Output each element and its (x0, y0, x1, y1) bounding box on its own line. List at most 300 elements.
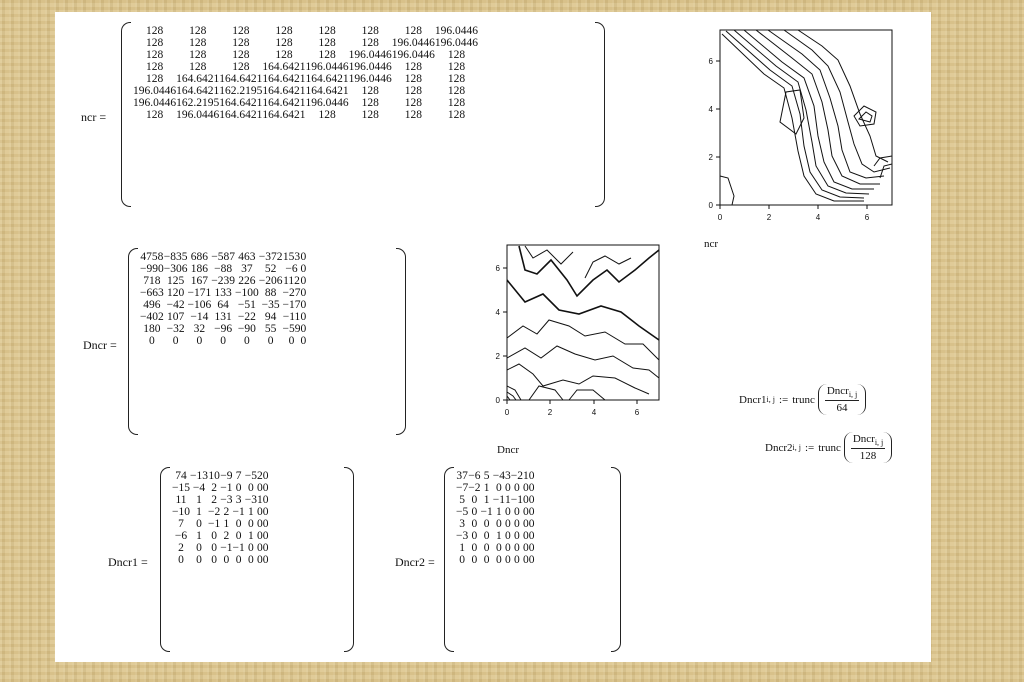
matrix-row (456, 542, 535, 554)
matrix-row (140, 263, 306, 275)
matrix-cell: 32 (193, 323, 206, 335)
matrix-cell: 686 (190, 251, 208, 263)
matrix-cell: −3 (220, 494, 233, 506)
matrix-cell: −27 (282, 287, 301, 299)
matrix-cell: 128 (318, 25, 336, 37)
matrix-cell: −1 (480, 506, 493, 518)
matrix-row (456, 506, 535, 518)
matrix-cell: −59 (282, 323, 301, 335)
matrix-cell: 128 (232, 61, 250, 73)
matrix-cell: 120 (167, 287, 185, 299)
matrix-cell: −106 (187, 299, 212, 311)
matrix-cell: 180 (143, 323, 161, 335)
matrix-row (172, 530, 269, 542)
matrix-cell: 0 (471, 542, 478, 554)
matrix-cell: −4 (192, 482, 206, 494)
y-tick-label: 4 (708, 105, 713, 114)
matrix-cell: 128 (275, 49, 293, 61)
matrix-cell: 0 (483, 530, 490, 542)
matrix-cell: 1 (257, 494, 263, 506)
matrix-cell: 0 (514, 542, 520, 554)
y-tick-label: 4 (495, 308, 500, 317)
matrix-cell: 0 (257, 542, 263, 554)
matrix-cell: 167 (190, 275, 208, 287)
matrix-cell: 128 (447, 73, 466, 85)
matrix-cell: −1 (208, 518, 221, 530)
matrix-cell: −5 (244, 470, 257, 482)
formula-denominator: 64 (836, 402, 848, 415)
matrix-cell: 196.0446 (133, 85, 177, 97)
matrix-cell: 164.6421 (219, 97, 263, 109)
matrix-cell: 0 (223, 554, 230, 566)
left-bracket (160, 467, 170, 652)
matrix-cell: 7 (235, 470, 242, 482)
formula-parens (844, 432, 892, 463)
matrix-row (456, 494, 535, 506)
matrix-row (140, 299, 306, 311)
matrix-row (140, 275, 306, 287)
matrix-cell: −171 (187, 287, 212, 299)
matrix-cell: 1 (496, 506, 502, 518)
formula-func: trunc (792, 393, 815, 406)
matrix-cell: −990 (140, 263, 164, 275)
matrix-cell: 0 (505, 530, 511, 542)
matrix-cell: −11 (282, 311, 301, 323)
matrix-cell: 0 (288, 335, 295, 347)
matrix-cell: 128 (145, 37, 164, 49)
matrix-cell: 3 (505, 470, 511, 482)
dncr1-table (172, 470, 269, 566)
x-tick-label: 4 (591, 408, 597, 417)
matrix-cell: −402 (140, 311, 164, 323)
ncr-contour-svg (704, 26, 904, 236)
matrix-cell: 0 (300, 323, 307, 335)
matrix-cell: 226 (238, 275, 256, 287)
matrix-cell: 7 (178, 518, 184, 530)
matrix-cell: −1 (232, 542, 245, 554)
matrix-cell: 0 (528, 542, 535, 554)
matrix-cell: 0 (262, 542, 269, 554)
matrix-cell: 0 (300, 311, 307, 323)
matrix-cell: 0 (523, 494, 529, 506)
matrix-cell: 186 (190, 263, 208, 275)
matrix-cell: 0 (267, 335, 274, 347)
x-tick-label: 0 (717, 213, 723, 222)
matrix-cell: 0 (235, 482, 242, 494)
document-sheet (55, 12, 931, 662)
dncr2-matrix (444, 467, 621, 652)
matrix-cell: 0 (523, 518, 529, 530)
matrix-cell: 0 (220, 335, 226, 347)
matrix-cell: 0 (528, 470, 535, 482)
matrix-cell: −6 (468, 470, 481, 482)
matrix-cell: 1 (196, 530, 202, 542)
matrix-cell: 128 (361, 97, 379, 109)
matrix-cell: 2 (211, 494, 217, 506)
matrix-row (172, 494, 269, 506)
matrix-cell: 0 (257, 518, 263, 530)
matrix-cell: −6 (285, 263, 298, 275)
matrix-cell: −90 (237, 323, 256, 335)
matrix-cell: 0 (257, 482, 263, 494)
matrix-cell: 112 (283, 275, 300, 287)
ncr-label: ncr = (81, 110, 107, 124)
matrix-cell: 128 (232, 49, 250, 61)
matrix-row (456, 518, 535, 530)
matrix-cell: 0 (300, 335, 307, 347)
matrix-cell: 1 (483, 482, 490, 494)
matrix-cell: 128 (189, 25, 207, 37)
matrix-row (133, 85, 478, 97)
matrix-cell: 0 (262, 506, 269, 518)
matrix-cell: 0 (496, 482, 502, 494)
matrix-cell: −4 (492, 470, 505, 482)
matrix-cell: 0 (471, 494, 478, 506)
matrix-cell: 94 (264, 311, 277, 323)
y-tick-label: 6 (708, 57, 713, 66)
matrix-cell: 88 (264, 287, 277, 299)
matrix-cell: 1 (223, 518, 230, 530)
matrix-cell: 0 (471, 506, 478, 518)
matrix-row (133, 109, 478, 121)
matrix-cell: −1 (220, 542, 233, 554)
matrix-cell: 0 (300, 251, 307, 263)
matrix-cell: 0 (528, 494, 535, 506)
matrix-cell: 128 (145, 49, 164, 61)
matrix-cell: 196.0446 (305, 61, 349, 73)
matrix-cell: 1 (196, 494, 202, 506)
matrix-cell: −96 (214, 323, 233, 335)
matrix-cell: −1 (232, 506, 245, 518)
right-bracket (396, 248, 406, 435)
matrix-cell: −3 (456, 530, 469, 542)
matrix-cell: 496 (143, 299, 161, 311)
matrix-row (172, 518, 269, 530)
matrix-cell: 37 (456, 470, 468, 482)
matrix-cell: 0 (300, 299, 307, 311)
matrix-cell: 52 (264, 263, 277, 275)
matrix-cell: 0 (262, 530, 269, 542)
matrix-cell: 0 (523, 542, 529, 554)
matrix-cell: 0 (496, 542, 502, 554)
matrix-cell: 162.2195 (176, 97, 220, 109)
matrix-row (172, 470, 269, 482)
x-tick-label: 2 (547, 408, 553, 417)
matrix-cell: 0 (471, 530, 478, 542)
y-tick-label: 0 (708, 201, 713, 210)
matrix-cell: 164.6421 (219, 109, 263, 121)
matrix-cell: 128 (318, 49, 336, 61)
matrix-row (133, 37, 478, 49)
y-tick-label: 2 (495, 352, 500, 361)
matrix-cell: −1 (510, 494, 523, 506)
matrix-cell: 3 (459, 518, 465, 530)
matrix-cell: 2 (211, 482, 217, 494)
matrix-cell: 64 (217, 299, 229, 311)
matrix-cell: 1 (523, 470, 529, 482)
matrix-cell: 196.0446 (305, 97, 349, 109)
matrix-cell: 11 (175, 494, 187, 506)
matrix-cell: 0 (196, 518, 202, 530)
matrix-cell: 0 (496, 554, 502, 566)
matrix-cell: 0 (248, 518, 254, 530)
matrix-row (456, 482, 535, 494)
matrix-cell: 463 (238, 251, 256, 263)
matrix-cell: 0 (528, 506, 535, 518)
matrix-cell: 164.6421 (219, 73, 263, 85)
right-bracket (611, 467, 621, 652)
matrix-cell: −10 (172, 506, 190, 518)
matrix-cell: 0 (262, 518, 269, 530)
matrix-cell: 0 (514, 482, 520, 494)
formula-assign: := (804, 441, 815, 454)
dncr-label: Dncr = (83, 338, 117, 352)
matrix-cell: 2 (223, 506, 230, 518)
matrix-cell: 128 (189, 61, 207, 73)
matrix-cell: 0 (471, 518, 478, 530)
matrix-cell: 0 (483, 542, 490, 554)
matrix-cell: 164.6421 (262, 109, 306, 121)
matrix-cell: −7 (456, 482, 469, 494)
matrix-cell: −835 (163, 251, 188, 263)
matrix-cell: 196.0446 (391, 37, 435, 49)
matrix-cell: 0 (471, 554, 478, 566)
formula-fraction (851, 433, 885, 462)
matrix-cell: 0 (505, 506, 511, 518)
matrix-cell: −15 (172, 482, 190, 494)
matrix-cell: 164.6421 (262, 73, 306, 85)
matrix-cell: 1 (496, 530, 502, 542)
matrix-cell: 196.0446 (434, 25, 478, 37)
right-bracket (595, 22, 605, 207)
matrix-cell: 128 (447, 85, 466, 97)
matrix-cell: 0 (505, 542, 511, 554)
matrix-cell: 0 (235, 554, 242, 566)
matrix-cell: 0 (528, 482, 535, 494)
ncr-matrix (121, 22, 605, 207)
matrix-cell: −587 (211, 251, 235, 263)
dncr2-formula (765, 432, 892, 463)
matrix-cell: 128 (447, 97, 466, 109)
matrix-cell: 128 (318, 109, 336, 121)
matrix-cell: 107 (167, 311, 185, 323)
matrix-row (133, 73, 478, 85)
matrix-row (133, 61, 478, 73)
matrix-cell: −22 (237, 311, 256, 323)
matrix-row (140, 287, 306, 299)
matrix-cell: −6 (174, 530, 188, 542)
matrix-cell: −14 (190, 311, 209, 323)
matrix-cell: 128 (404, 73, 422, 85)
matrix-cell: −239 (211, 275, 235, 287)
matrix-cell: 0 (262, 554, 269, 566)
matrix-cell: 128 (404, 85, 422, 97)
dncr-matrix (128, 248, 406, 435)
matrix-cell: 0 (514, 554, 520, 566)
matrix-cell: 128 (145, 73, 164, 85)
dncr2-table (456, 470, 535, 566)
matrix-cell: 128 (361, 109, 379, 121)
matrix-cell: 0 (505, 518, 511, 530)
ncr-plot-label: ncr (704, 238, 719, 250)
matrix-cell: 128 (145, 61, 164, 73)
matrix-cell: 128 (447, 61, 466, 73)
matrix-cell: 128 (404, 97, 422, 109)
dncr-contour-svg (489, 240, 669, 452)
matrix-cell: 128 (232, 25, 250, 37)
matrix-cell: −2 (468, 482, 481, 494)
dncr1-formula (739, 384, 866, 415)
matrix-cell: 196.0446 (176, 109, 220, 121)
matrix-cell: 1 (459, 542, 465, 554)
matrix-cell: 0 (235, 530, 242, 542)
matrix-cell: 1 (196, 506, 202, 518)
matrix-cell: 164.6421 (305, 73, 349, 85)
dncr-contour-plot (489, 240, 669, 470)
matrix-cell: 0 (211, 554, 217, 566)
matrix-cell: 0 (523, 506, 529, 518)
matrix-cell: 153 (282, 251, 301, 263)
matrix-cell: 5 (459, 494, 465, 506)
formula-subscript: i, j (766, 395, 775, 405)
matrix-cell: −88 (214, 263, 233, 275)
matrix-cell: 162.2195 (219, 85, 263, 97)
left-bracket (121, 22, 131, 207)
matrix-cell: 0 (514, 506, 520, 518)
matrix-cell: 0 (523, 482, 529, 494)
matrix-cell: 196.0446 (348, 49, 392, 61)
matrix-row (140, 311, 306, 323)
matrix-cell: −1 (492, 494, 505, 506)
matrix-cell: 128 (275, 37, 293, 49)
matrix-cell: −51 (237, 299, 256, 311)
matrix-cell: 0 (196, 554, 202, 566)
matrix-cell: 196.0446 (348, 61, 392, 73)
matrix-cell: 0 (248, 542, 254, 554)
matrix-cell: −206 (258, 275, 283, 287)
matrix-cell: 0 (149, 335, 155, 347)
formula-fraction (825, 385, 859, 414)
matrix-cell: −9 (220, 470, 233, 482)
matrix-cell: 0 (300, 263, 307, 275)
matrix-cell: 0 (505, 554, 511, 566)
matrix-cell: 128 (189, 49, 207, 61)
ncr-table (133, 25, 478, 121)
matrix-cell: −13 (190, 470, 208, 482)
matrix-row (140, 335, 306, 347)
matrix-cell: 55 (264, 323, 277, 335)
matrix-cell: 0 (257, 530, 263, 542)
matrix-cell: 0 (262, 482, 269, 494)
formula-numerator: Dncr$_{i, j}$ (826, 385, 858, 400)
matrix-cell: 0 (235, 518, 242, 530)
matrix-cell: 3 (235, 494, 242, 506)
matrix-cell: 128 (318, 37, 336, 49)
ncr-contour-plot (704, 26, 904, 254)
matrix-cell: −5 (456, 506, 469, 518)
matrix-cell: 0 (262, 470, 269, 482)
formula-lhs: Dncr2 (765, 441, 793, 454)
dncr1-label: Dncr1 = (108, 555, 148, 569)
matrix-cell: 125 (167, 275, 185, 287)
matrix-cell: 1 (505, 494, 511, 506)
matrix-cell: −42 (166, 299, 185, 311)
matrix-cell: 0 (523, 530, 529, 542)
x-tick-label: 2 (766, 213, 772, 222)
matrix-cell: 10 (208, 470, 220, 482)
matrix-row (456, 530, 535, 542)
matrix-cell: 196.0446 (434, 37, 478, 49)
matrix-row (456, 470, 535, 482)
left-bracket (444, 467, 454, 652)
matrix-cell: 128 (361, 85, 379, 97)
matrix-row (140, 323, 306, 335)
matrix-cell: −2 (510, 470, 523, 482)
matrix-cell: 0 (514, 530, 520, 542)
matrix-row (172, 554, 269, 566)
matrix-cell: 2 (178, 542, 184, 554)
matrix-cell: 4758 (140, 251, 164, 263)
matrix-cell: 0 (496, 518, 502, 530)
dncr1-matrix (160, 467, 354, 652)
matrix-cell: −32 (166, 323, 185, 335)
matrix-cell: 2 (257, 470, 263, 482)
matrix-cell: −372 (258, 251, 283, 263)
matrix-cell: 128 (275, 25, 293, 37)
matrix-cell: 0 (459, 554, 465, 566)
matrix-cell: 37 (241, 263, 253, 275)
matrix-cell: 0 (483, 518, 490, 530)
matrix-cell: 0 (528, 518, 535, 530)
matrix-cell: 0 (178, 554, 184, 566)
matrix-cell: 128 (447, 109, 466, 121)
matrix-cell: −1 (220, 482, 233, 494)
formula-parens (818, 384, 866, 415)
formula-subscript: i, j (792, 443, 801, 453)
matrix-row (456, 554, 535, 566)
matrix-cell: 128 (361, 37, 379, 49)
x-tick-label: 4 (815, 213, 821, 222)
matrix-cell: 196.0446 (133, 97, 177, 109)
matrix-cell: 0 (196, 335, 203, 347)
matrix-cell: 0 (505, 482, 511, 494)
matrix-cell: −100 (235, 287, 259, 299)
matrix-cell: 0 (300, 287, 307, 299)
formula-lhs: Dncr1 (739, 393, 767, 406)
matrix-cell: 718 (143, 275, 161, 287)
matrix-cell: 128 (361, 25, 379, 37)
y-tick-label: 0 (495, 396, 500, 405)
matrix-row (172, 542, 269, 554)
matrix-cell: 133 (214, 287, 232, 299)
matrix-cell: 0 (262, 494, 269, 506)
y-tick-label: 2 (708, 153, 713, 162)
matrix-cell: 128 (145, 109, 164, 121)
matrix-cell: 0 (211, 530, 217, 542)
matrix-cell: 164.6421 (176, 73, 220, 85)
matrix-cell: 128 (404, 61, 422, 73)
matrix-cell: 131 (214, 311, 232, 323)
matrix-cell: 0 (300, 275, 307, 287)
matrix-cell: 164.6421 (305, 85, 349, 97)
matrix-cell: 164.6421 (176, 85, 220, 97)
y-tick-label: 6 (495, 264, 500, 273)
matrix-row (133, 25, 478, 37)
dncr-table (140, 251, 306, 347)
x-tick-label: 6 (864, 213, 870, 222)
formula-numerator: Dncr$_{i, j}$ (852, 433, 884, 448)
matrix-cell: −306 (163, 263, 188, 275)
